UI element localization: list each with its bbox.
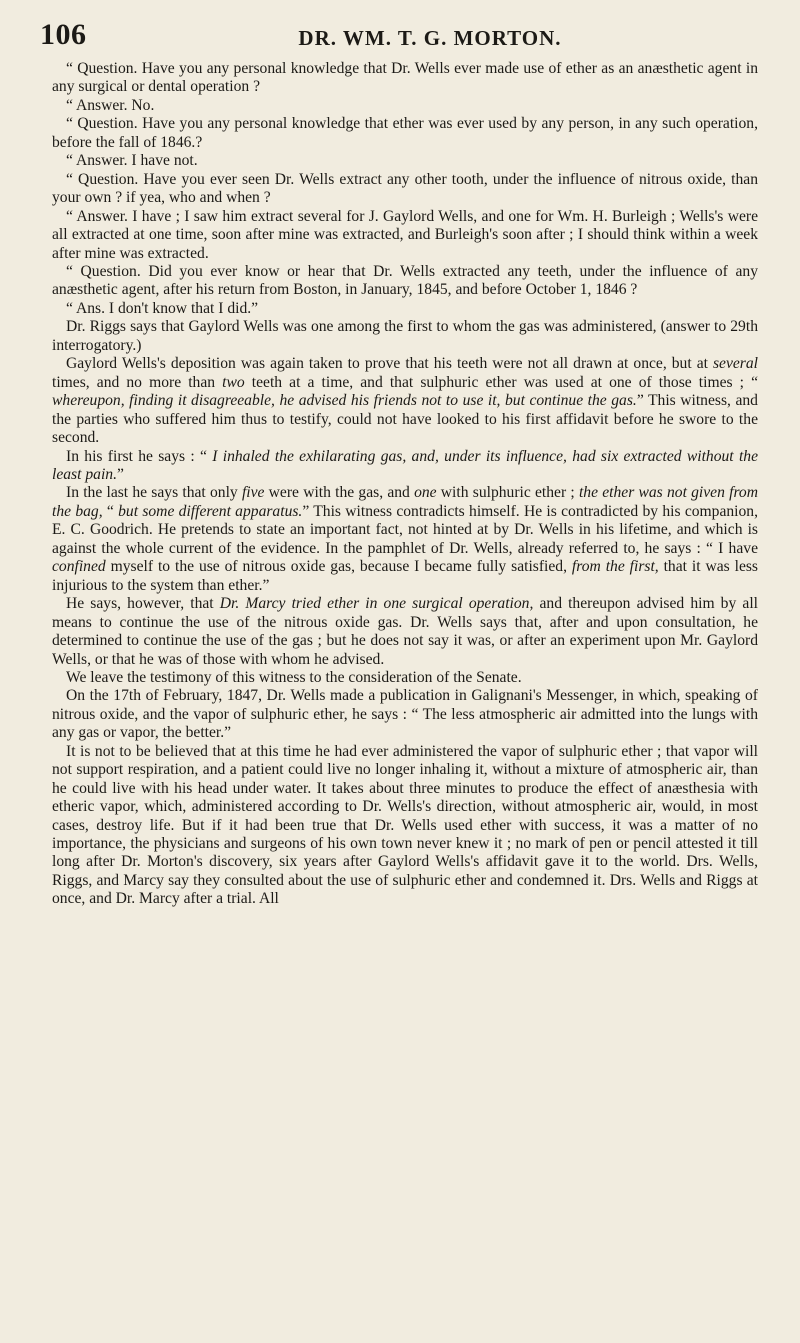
paragraph <box>52 355 758 447</box>
body-text <box>52 60 758 909</box>
paragraph <box>52 97 758 115</box>
text-run: that it was less injurious to the system than ether.” <box>52 558 758 594</box>
paragraph <box>52 687 758 742</box>
italic-text: whereupon, finding it disagreeable, he advised his friends not to use it, but continue the gas. <box>52 392 637 410</box>
running-title: DR. WM. T. G. MORTON. <box>298 26 562 50</box>
text-run: “ Question. Have you any personal knowledge that ether was ever used by any person, in any such operation, before the fall of 1846.? <box>52 115 758 151</box>
paragraph <box>52 263 758 300</box>
text-run: Gaylord Wells's deposition was again taken to prove that his teeth were not all drawn at once, but at <box>66 355 713 373</box>
paragraph <box>52 743 758 909</box>
italic-text: from the first, <box>571 558 659 576</box>
text-run: We leave the testimony of this witness to the consideration of the Senate. <box>66 668 522 686</box>
italic-text: but some different apparatus. <box>118 502 303 520</box>
paragraph <box>52 152 758 170</box>
text-run: myself to the use of nitrous oxide gas, because I became fully satisfied, <box>105 558 572 576</box>
text-run: “ Question. Did you ever know or hear that Dr. Wells extracted any teeth, under the influence of any anæsthetic agent, after his return from Boston, in January, 1845, and before October 1, 1846 ? <box>52 262 758 299</box>
italic-text: several <box>712 355 758 373</box>
text-run: On the 17th of February, 1847, Dr. Wells made a publication in Galignani's Messenger, in which, speaking of nitrous oxide, and the vapor of sulphuric ether, he says : “ The less atmospheric air admitted into the lungs with any gas or vapor, the better.” <box>52 687 758 742</box>
italic-text: two <box>222 373 245 391</box>
text-run: with sulphuric ether ; <box>436 484 579 502</box>
text-run: and thereupon advised him by all means to continue the use of the nitrous oxide gas. Dr. Wells says that, after and upon consultation, he determined to continue the use of the gas ; but he does not say it was, or after an experiment upon Mr. Gaylord Wells, or that he was of those with whom he advised. <box>52 595 758 668</box>
paragraph <box>52 115 758 152</box>
paragraph <box>52 300 758 318</box>
text-run: It is not to be believed that at this time he had ever administered the vapor of sulphuric ether ; that vapor will not support respiration, and a patient could live no longer inhaling it, without a mixture of atmospheric air, than he could live with his head under water. It takes about three minutes to produce the effect of anæsthesia with etheric vapor, which, administered according to Dr. Wells's direction, without atmospheric air, would, in most cases, destroy life. But if it had been true that Dr. Wells used ether with success, it was a matter of no importance, the physicians and surgeons of his own town never knew it ; no mark of pen or pencil attested it till long after Dr. Morton's discovery, six years after Gaylord Wells's affidavit gave it to the world. Drs. Wells, Riggs, and Marcy say they consulted about the use of sulphuric ether and condemned it. Drs. Wells and Riggs at once, and Dr. Marcy after a trial. All <box>52 742 758 908</box>
italic-text: one <box>414 484 437 502</box>
text-run: teeth at a time, and that sulphuric ether was used at one of those times ; “ <box>244 373 759 391</box>
text-run: In the last he says that only <box>66 484 242 502</box>
paragraph <box>52 669 758 687</box>
text-run: “ Answer. I have not. <box>66 152 198 170</box>
italic-text: I inhaled the exhilarating gas, and, under its influence, had six extracted without the least pain. <box>52 447 758 483</box>
running-head <box>40 18 760 52</box>
text-run: times, and no more than <box>52 373 223 391</box>
text-run: “ <box>102 502 119 520</box>
italic-text: confined <box>52 558 106 576</box>
text-run: “ Ans. I don't know that I did.” <box>66 299 259 317</box>
italic-text: the ether was not given from the bag, <box>52 484 758 520</box>
text-run: He says, however, that <box>66 595 220 613</box>
paragraph <box>52 595 758 669</box>
text-run: In his first he says : “ <box>66 447 213 465</box>
text-run: ” This witness contradicts himself. He is contradicted by his companion, E. C. Goodrich. He pretends to state an important fact, not hinted at by Dr. Wells in his lifetime, and which is against the whole current of the evidence. In the pamphlet of Dr. Wells, already referred to, he says : “ I have <box>52 502 759 557</box>
text-run: Dr. Riggs says that Gaylord Wells was one among the first to whom the gas was administered, (answer to 29th interrogatory.) <box>52 318 758 354</box>
italic-text: five <box>241 484 265 502</box>
text-run: ” This witness, and the parties who suffered him thus to testify, could not have looked to his first affidavit before he swore to the second. <box>52 392 758 447</box>
paragraph <box>52 60 758 97</box>
paragraph <box>52 208 758 263</box>
paragraph <box>52 318 758 355</box>
text-run: “ Question. Have you ever seen Dr. Wells extract any other tooth, under the influence of nitrous oxide, than your own ? if yea, who and when ? <box>52 170 758 207</box>
paragraph <box>52 171 758 208</box>
text-run: were with the gas, and <box>264 484 415 502</box>
text-run: “ Question. Have you any personal knowledge that Dr. Wells ever made use of ether as an anæsthetic agent in any surgical or dental operation ? <box>52 60 758 96</box>
text-run: ” <box>116 465 124 483</box>
page-number: 106 <box>40 18 87 51</box>
italic-text: Dr. Marcy tried ether in one surgical operation, <box>219 595 534 613</box>
paragraph <box>52 448 758 485</box>
text-run: “ Answer. No. <box>66 96 155 114</box>
text-run: “ Answer. I have ; I saw him extract several for J. Gaylord Wells, and one for Wm. H. Burleigh ; Wells's were all extracted at one time, soon after mine was extracted, and Burleigh's soon after ; I should think within a week after mine was extracted. <box>52 207 758 262</box>
paragraph <box>52 484 758 595</box>
